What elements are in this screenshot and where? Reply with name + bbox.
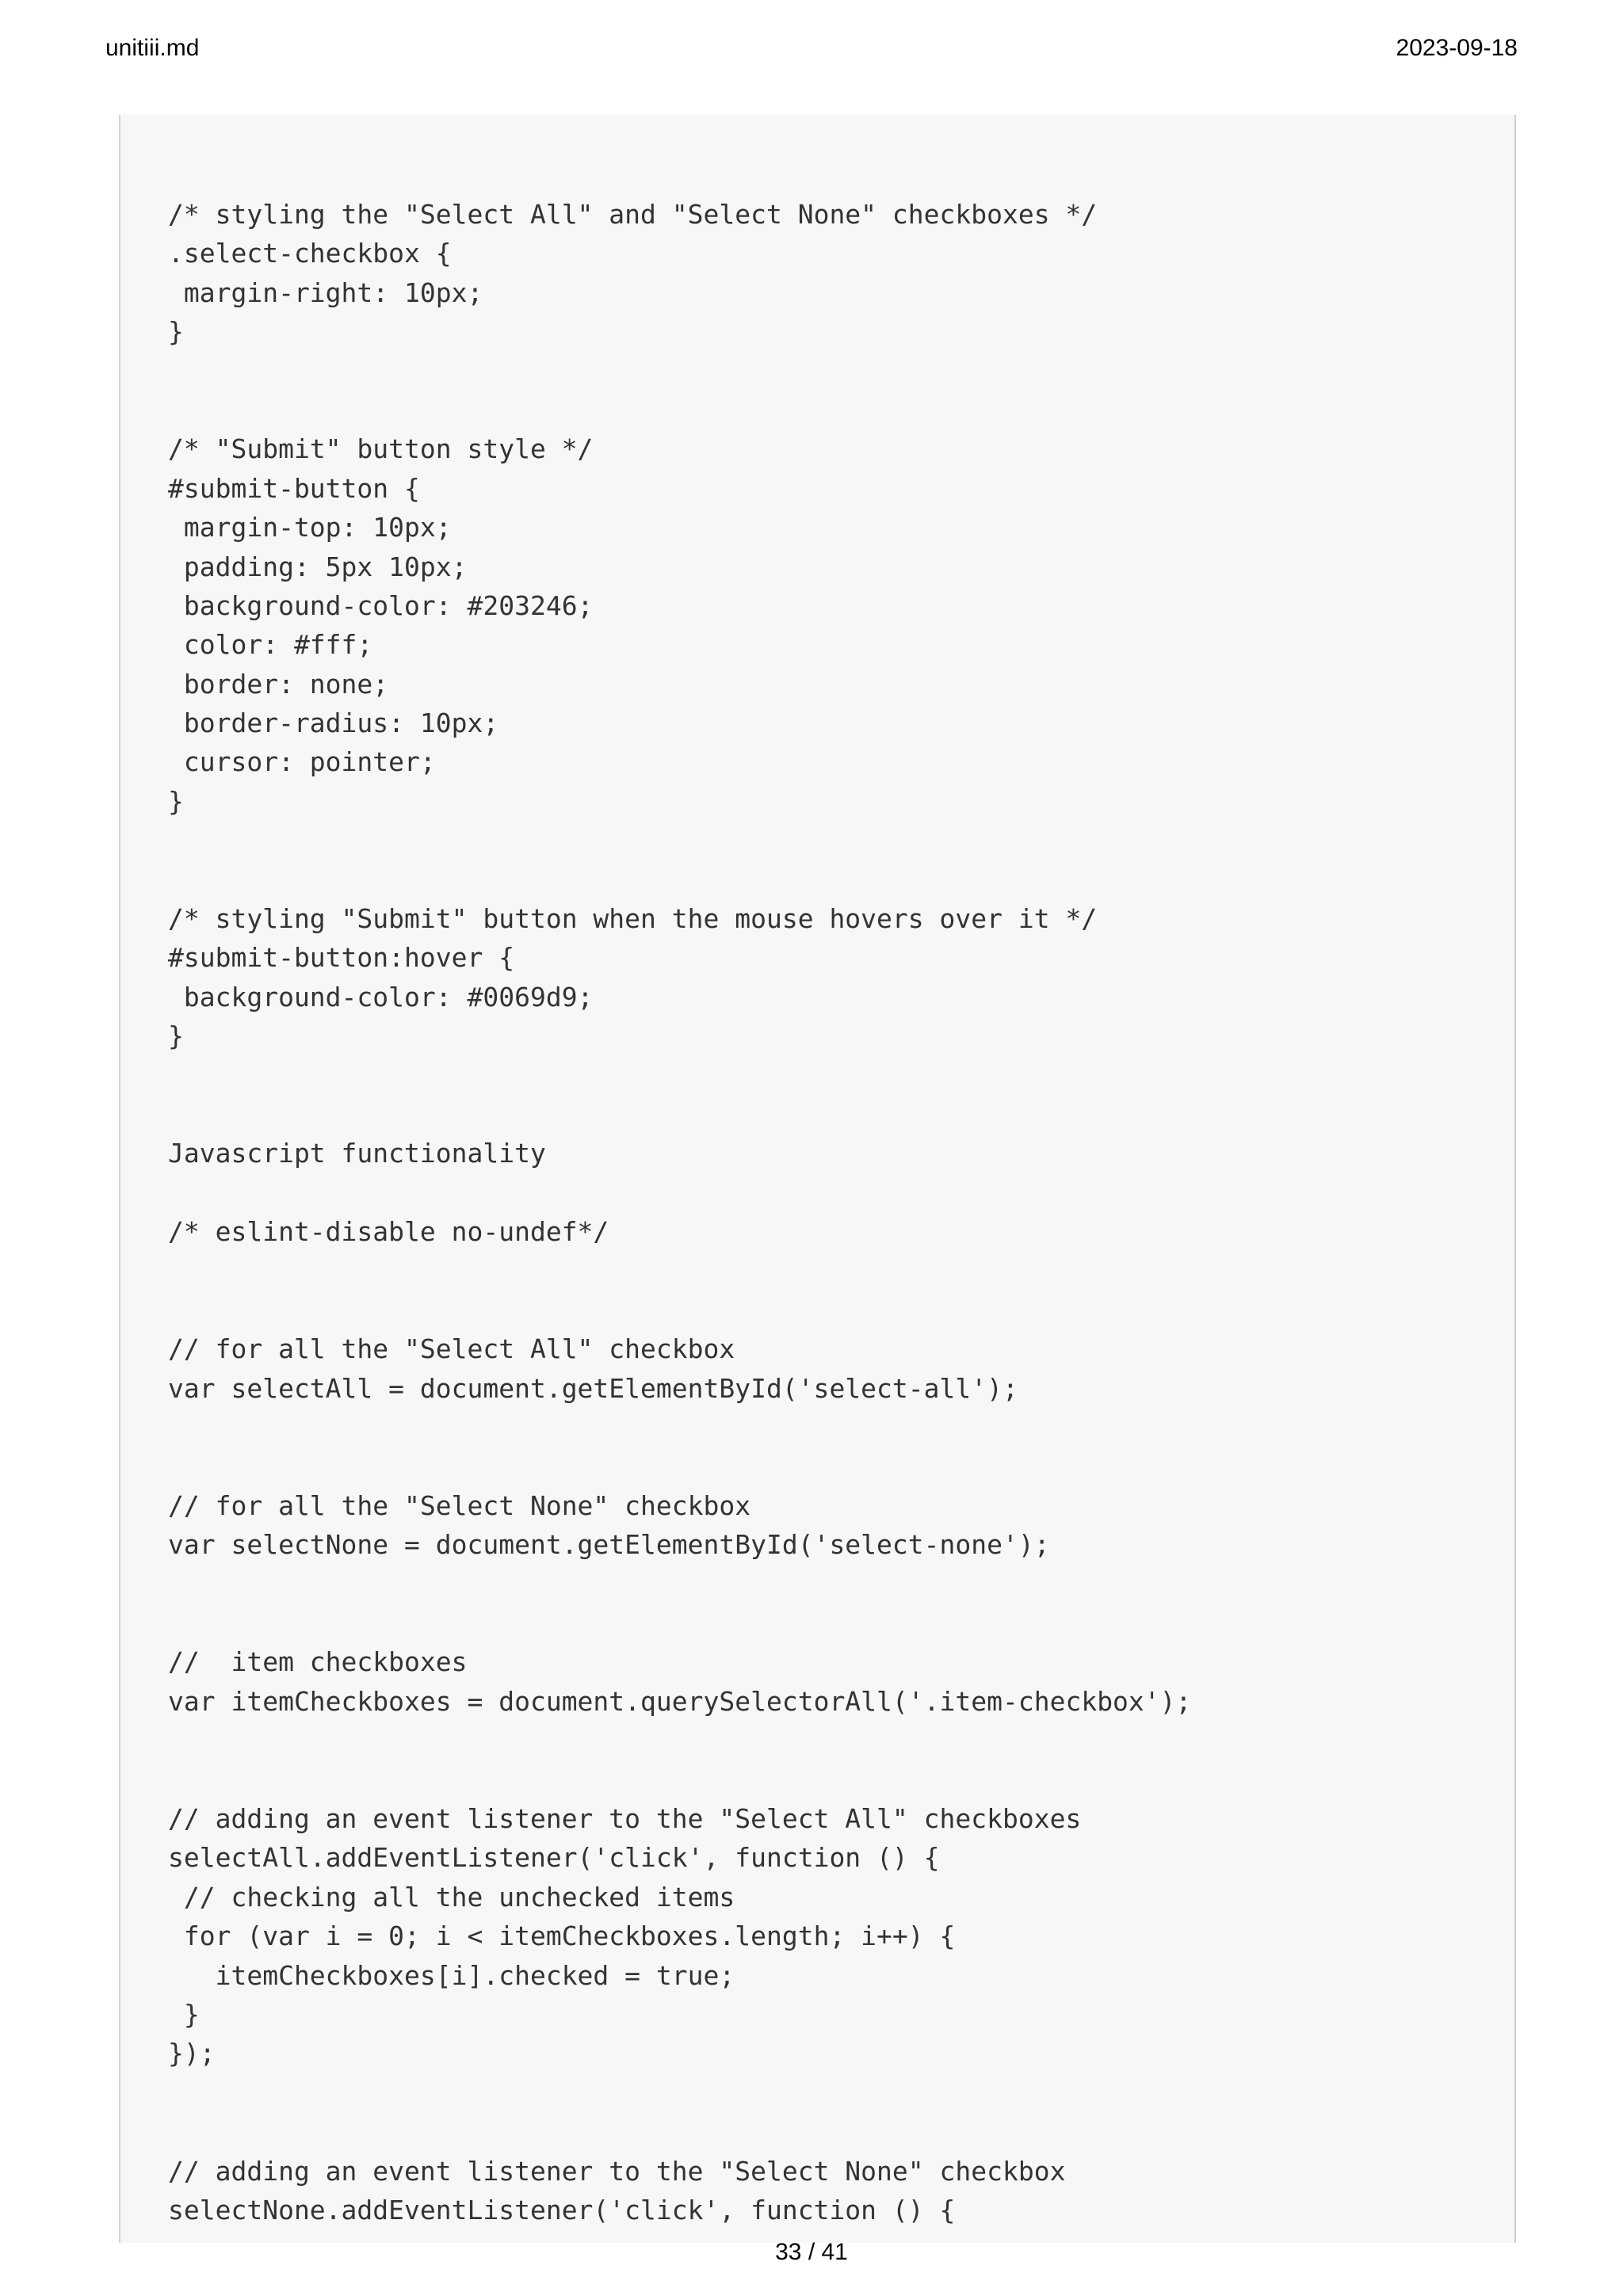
code-line (168, 1291, 1191, 1329)
code-line: .select-checkbox { (168, 238, 452, 269)
code-line: } (168, 785, 184, 817)
code-line: var itemCheckboxes = document.querySelectorAll('.item-checkbox'); (168, 1685, 1192, 1717)
code-line: } (168, 1998, 200, 2030)
code-line (168, 352, 1191, 391)
code-line (168, 860, 1191, 899)
code-line (168, 1095, 1191, 1134)
code-line (168, 1760, 1191, 1799)
code-line (168, 2073, 1191, 2112)
code-block (119, 115, 1516, 2243)
code-line: selectNone.addEventListener('click', function () { (168, 2194, 956, 2225)
code-line: for (var i = 0; i < itemCheckboxes.length; i++) { (168, 1920, 956, 1952)
code-line (168, 2112, 1191, 2151)
code-line (168, 1565, 1191, 1604)
code-line: // adding an event listener to the "Select None" checkbox (168, 2155, 1066, 2187)
code-line: var selectAll = document.getElementById('select-all'); (168, 1372, 1018, 1404)
code-line (168, 391, 1191, 429)
code-line: } (168, 316, 184, 348)
code-line (168, 1173, 1191, 1212)
code-line: // checking all the unchecked items (168, 1881, 735, 1913)
code-line: /* eslint-disable no-undef*/ (168, 1216, 609, 1248)
code-line (168, 1721, 1191, 1760)
code-line: margin-top: 10px; (168, 512, 452, 543)
code-line: itemCheckboxes[i].checked = true; (168, 1959, 735, 1991)
code-line (168, 1252, 1191, 1291)
code-line: var selectNone = document.getElementById('select-none'); (168, 1529, 1050, 1561)
code-line (168, 1447, 1191, 1486)
code-line: // for all the "Select None" checkbox (168, 1489, 751, 1521)
code-line: border-radius: 10px; (168, 707, 499, 739)
code-line: /* styling "Submit" button when the mouse hovers over it */ (168, 903, 1098, 935)
code-line: Javascript functionality (168, 1138, 546, 1169)
page-number: 33 / 41 (775, 2239, 848, 2265)
code-line: selectAll.addEventListener('click', function () { (168, 1842, 940, 1874)
code-line (168, 821, 1191, 860)
code-line: background-color: #203246; (168, 589, 594, 621)
code-line (168, 1604, 1191, 1642)
code-line: // item checkboxes (168, 1646, 468, 1678)
code-line (168, 1408, 1191, 1447)
code-line: /* "Submit" button style */ (168, 433, 594, 465)
code-line: #submit-button:hover { (168, 942, 515, 974)
code-line: } (168, 1020, 184, 1052)
code-line: #submit-button { (168, 472, 420, 504)
code-line: // adding an event listener to the "Select All" checkboxes (168, 1803, 1082, 1835)
code-line: padding: 5px 10px; (168, 551, 468, 582)
code-line: }); (168, 2038, 216, 2069)
code-line (168, 1056, 1191, 1095)
code-content (168, 195, 1191, 2229)
document-date: 2023-09-18 (1396, 35, 1518, 61)
code-line: color: #fff; (168, 629, 373, 661)
code-line: cursor: pointer; (168, 746, 436, 778)
code-line: border: none; (168, 668, 389, 700)
code-line: background-color: #0069d9; (168, 981, 594, 1013)
code-line: // for all the "Select All" checkbox (168, 1333, 735, 1365)
code-line: margin-right: 10px; (168, 277, 483, 308)
code-line: /* styling the "Select All" and "Select None" checkboxes */ (168, 199, 1098, 230)
document-filename: unitiii.md (105, 35, 200, 61)
